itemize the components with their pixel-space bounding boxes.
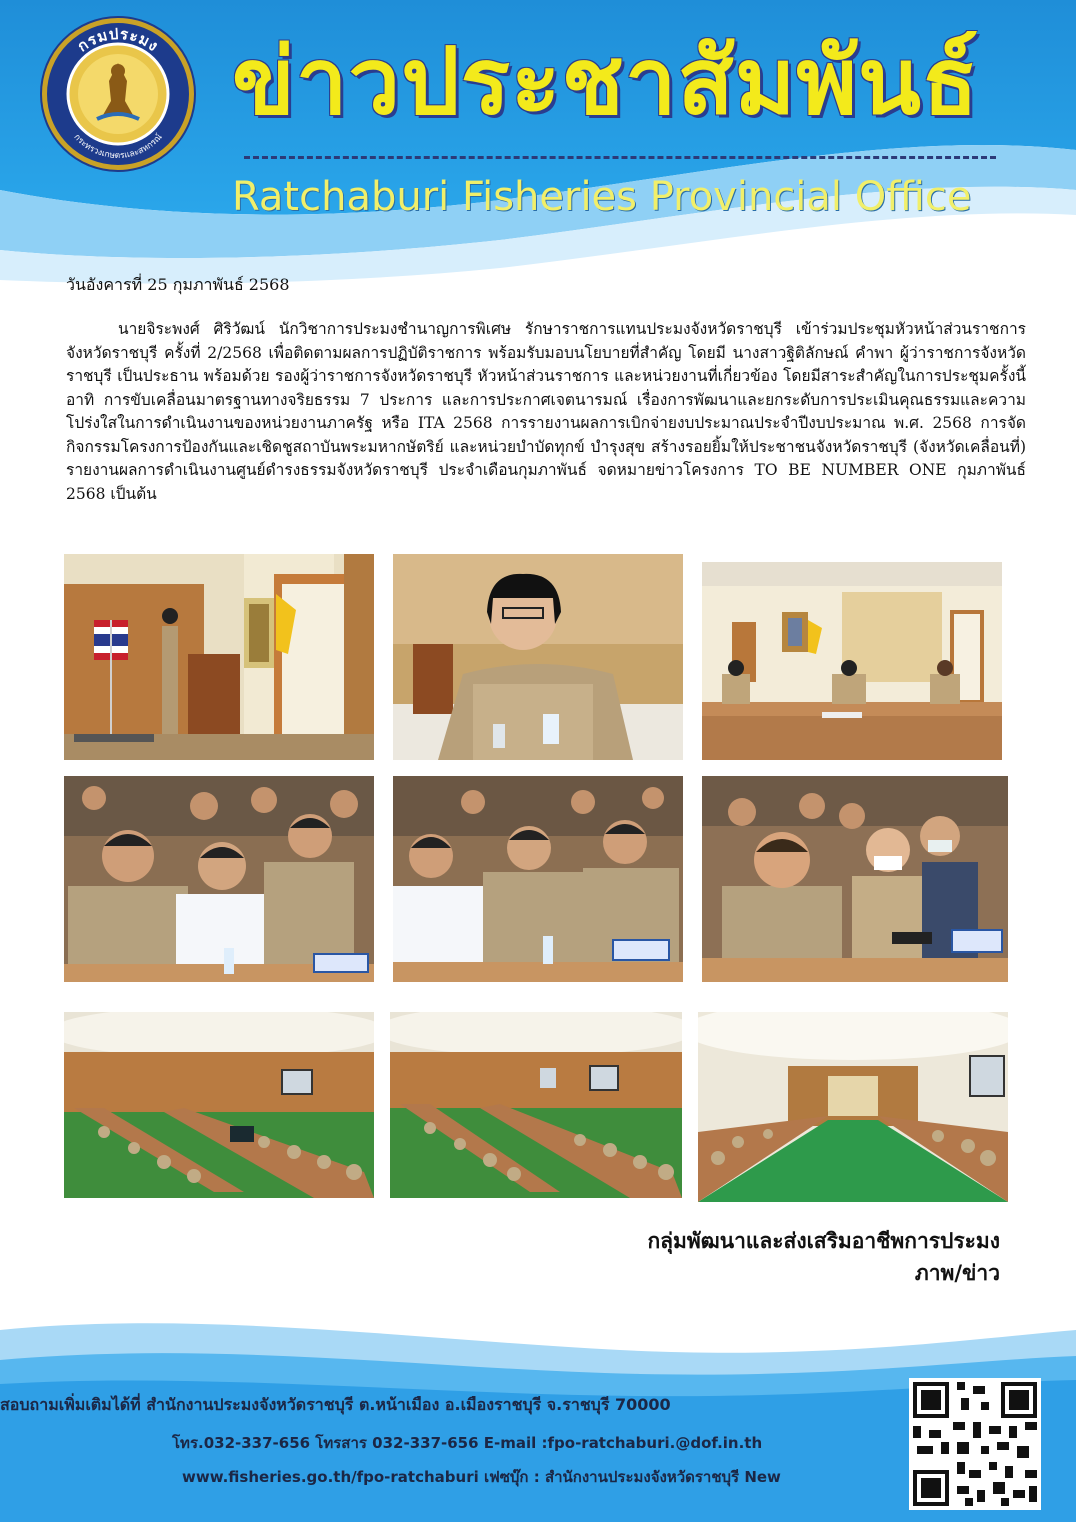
qr-code-icon[interactable] xyxy=(909,1378,1041,1510)
footer-website-facebook: www.fisheries.go.th/fpo-ratchaburi เฟซบุ๊ก : สำนักงานประมงจังหวัดราชบุรี New xyxy=(182,1468,781,1486)
signature-credit: ภาพ/ข่าว xyxy=(914,1260,1000,1285)
photo-attendees-left xyxy=(64,776,374,982)
photo-hall-center-aisle xyxy=(698,1012,1008,1202)
logo-subtitle: กระทรวงเกษตรและสหกรณ์ xyxy=(71,132,165,162)
page-title-thai: ข่าวประชาสัมพันธ์ xyxy=(232,28,980,135)
footer-address: สอบถามเพิ่มเติมได้ที่ สำนักงานประมงจังหวัดราชบุรี ต.หน้าเมือง อ.เมืองราชบุรี จ.ราชบุรี 70000 xyxy=(0,1395,671,1414)
logo-title: กรมประมง xyxy=(73,24,163,56)
logo-text-ring xyxy=(47,23,189,165)
photo-attendees-center xyxy=(393,776,683,982)
photo-flag-salute xyxy=(64,554,374,760)
title-divider xyxy=(244,156,996,159)
article-body: นายจิระพงศ์ ศิริวัฒน์ นักวิชาการประมงชำนาญการพิเศษ รักษาราชการแทนประมงจังหวัดราชบุรี เข้าร่วมประชุมหัวหน้าส่วนราชการจังหวัดราชบุรี ครั้งที่ 2/2568 เพื่อติดตามผลการปฏิบัติราชการ พร้อมรับมอบนโยบายที่สำคัญ โดยมี นางสาวฐิติลักษณ์ คำพา ผู้ว่าราชการจังหวัดราชบุรี เป็นประธาน พร้อมด้วย รองผู้ว่าราชการจังหวัดราชบุรี หัวหน้าส่วนราชการ และหน่วยงานที่เกี่ยวข้อง โดยมีสาระสำคัญในการประชุมครั้งนี้ อาทิ การขับเคลื่อนมาตรฐานทางจริยธรรม 7 ประการ และการประกาศเจตนารมณ์ เรื่องการพัฒนาและยกระดับการประเมินคุณธรรมและความโปร่งใสในการดำเนินงานของหน่วยงานภาครัฐ หรือ ITA 2568 การรายงานผลการเบิกจ่ายงบประมาณประจำปีงบประมาณ พ.ศ. 2568 การจัดกิจกรรมโครงการป้องกันและเชิดชูสถาบันพระมหากษัตริย์ และหน่วยบำบัดทุกข์ บำรุงสุข สร้างรอยยิ้มให้ประชาชนจังหวัดราชบุรี (จังหวัดเคลื่อนที่) รายงานผลการดำเนินงานศูนย์ดำรงธรรมจังหวัดราชบุรี ประจำเดือนกุมภาพันธ์ จดหมายข่าวโครงการ TO BE NUMBER ONE กุมภาพันธ์ 2568 เป็นต้น xyxy=(66,320,1026,503)
signature-group: กลุ่มพัฒนาและส่งเสริมอาชีพการประมง xyxy=(647,1228,1000,1253)
header-banner xyxy=(0,0,1076,290)
photo-head-table xyxy=(702,562,1002,760)
photo-attendees-right xyxy=(702,776,1008,982)
photo-hall-wide-center xyxy=(390,1012,682,1198)
svg-text:กรมประมง xyxy=(74,25,162,56)
footer-contact-band xyxy=(0,1300,1076,1522)
svg-text:กระทรวงเกษตรและสหกรณ์ xyxy=(72,132,165,161)
photo-hall-wide-left xyxy=(64,1012,374,1198)
photo-governor-portrait xyxy=(393,554,683,760)
article-date: วันอังคารที่ 25 กุมภาพันธ์ 2568 xyxy=(66,275,290,294)
page-title-english: Ratchaburi Fisheries Provincial Office xyxy=(232,174,972,220)
footer-phone-email: โทร.032-337-656 โทรสาร 032-337-656 E-mail :fpo-ratchaburi.@dof.in.th xyxy=(172,1434,763,1452)
department-of-fisheries-logo xyxy=(42,18,194,170)
